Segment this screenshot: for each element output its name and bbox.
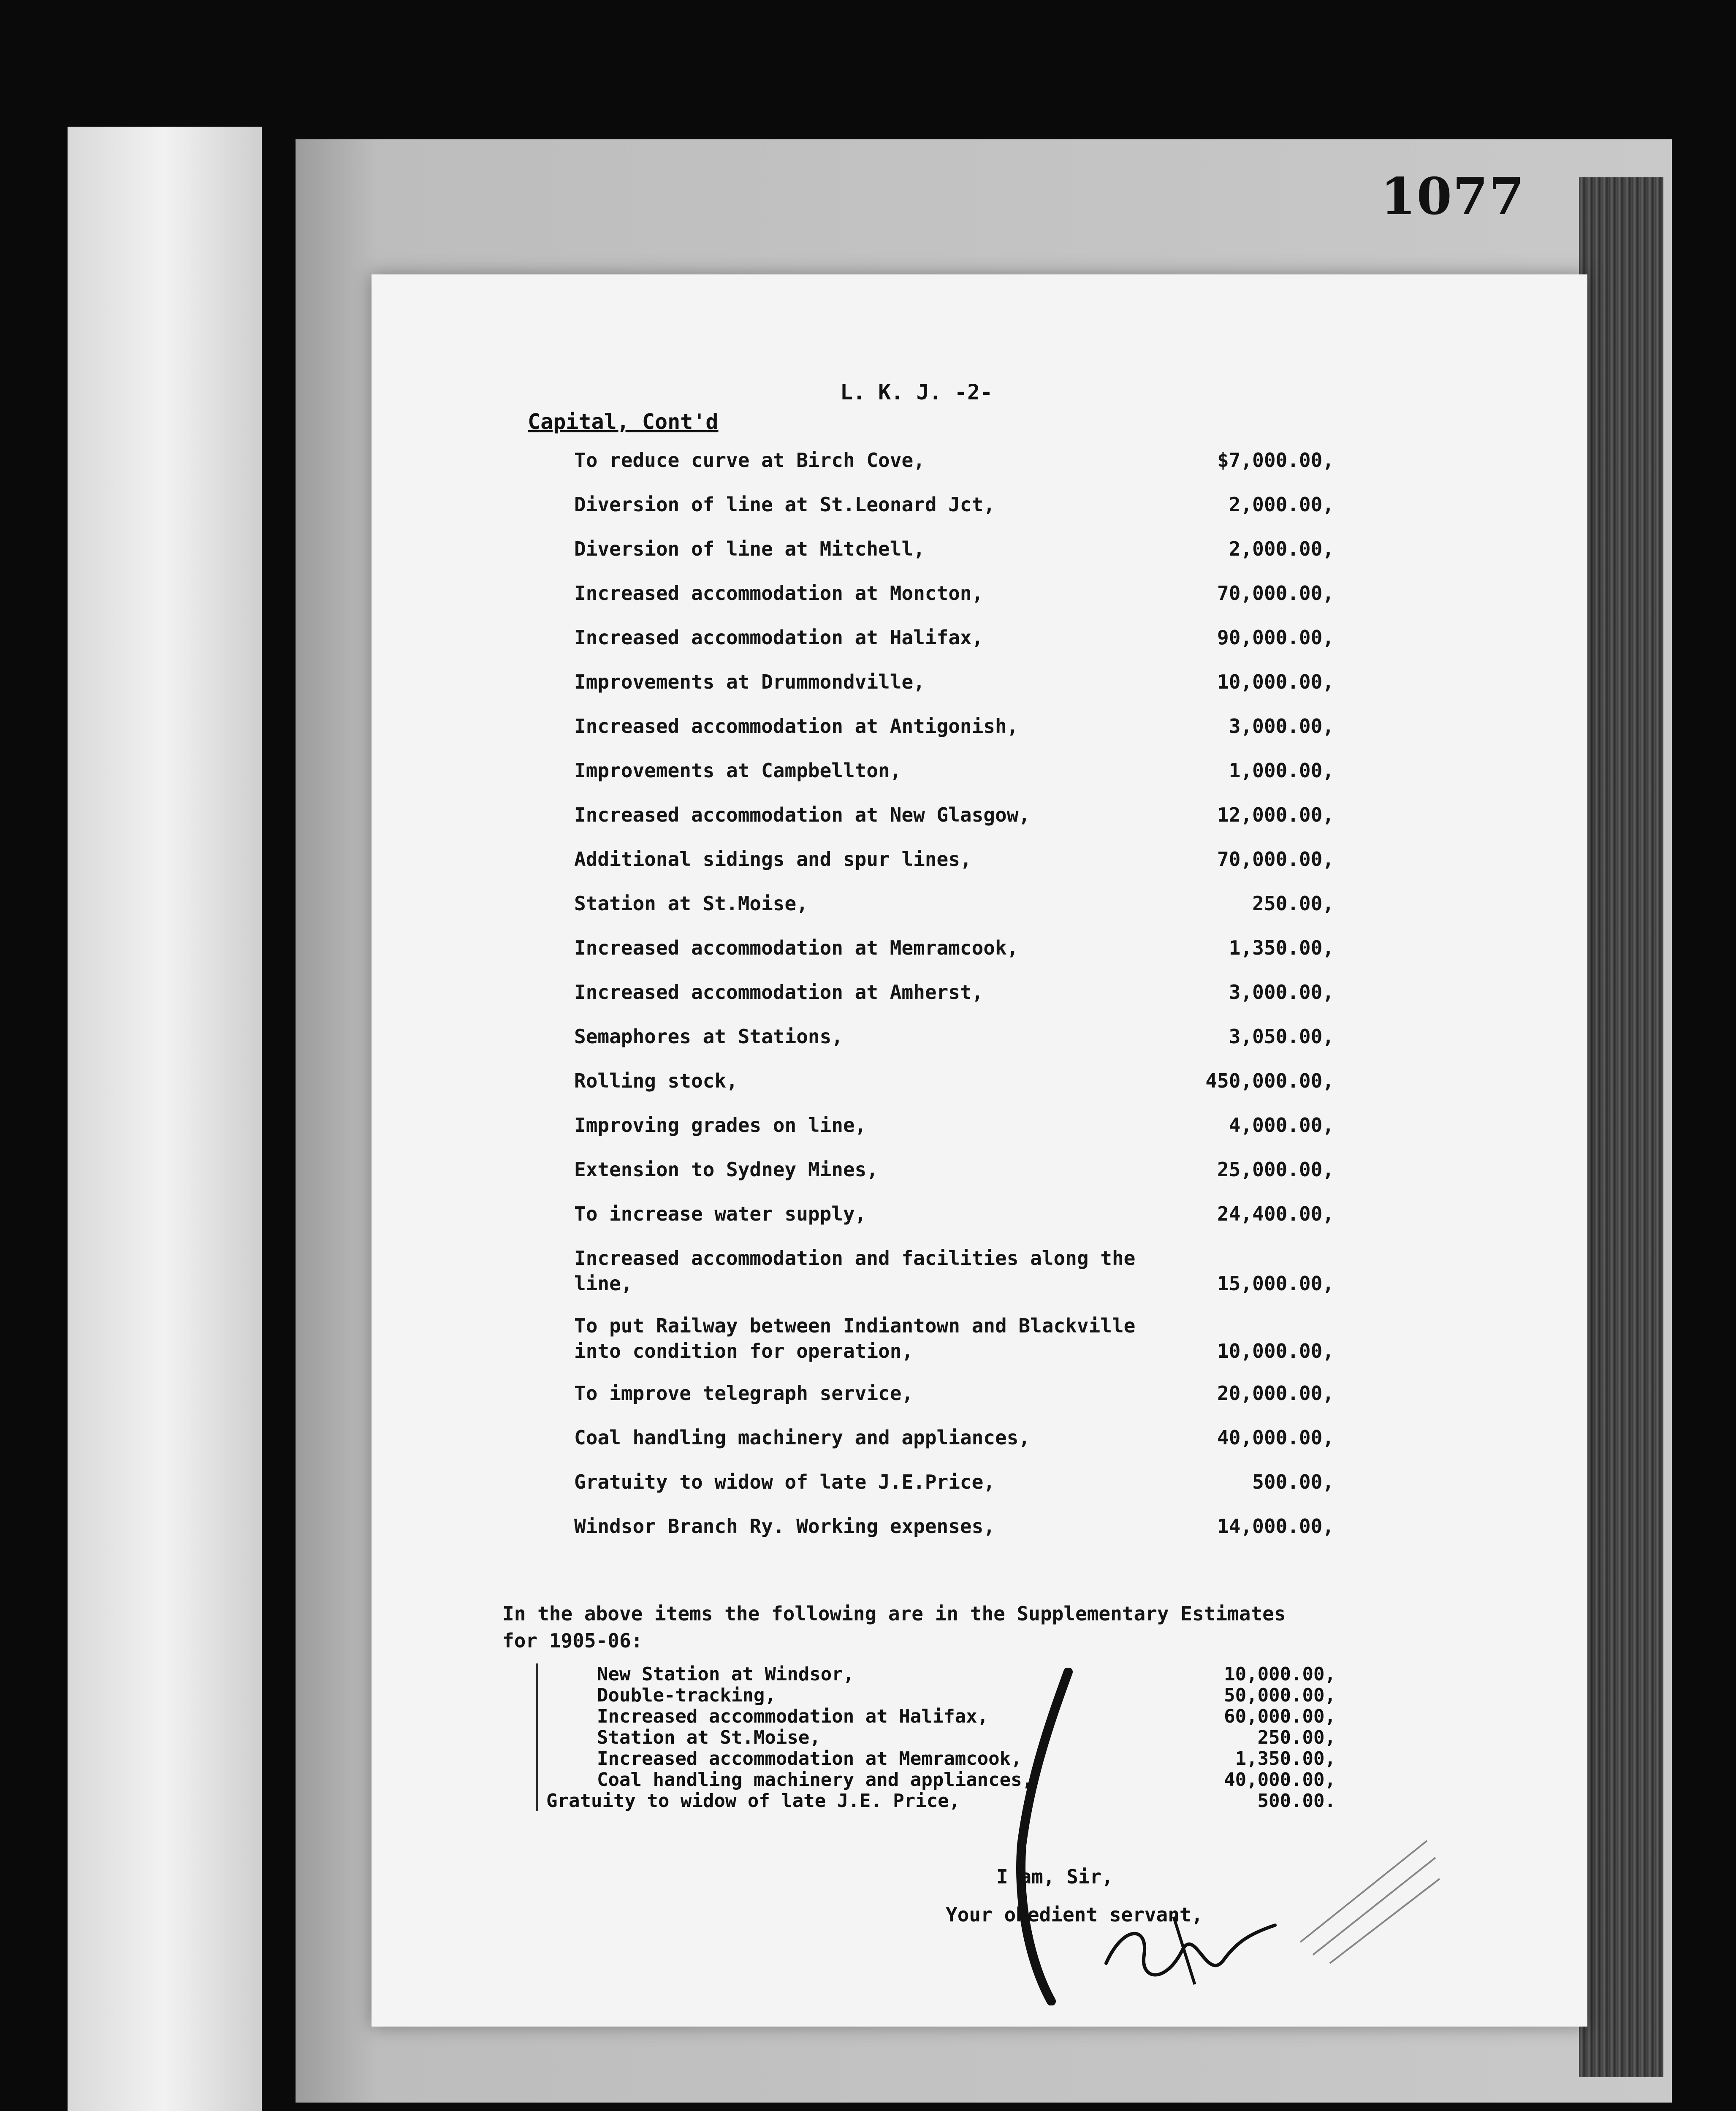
item-description: To improve telegraph service, [574,1382,914,1405]
list-item [566,1112,1334,1157]
item-amount: 10,000.00, [1217,670,1334,693]
item-description: Increased accommodation at Antigonish, [574,715,1019,738]
item-amount: 70,000.00, [1217,582,1334,605]
list-item [546,1706,1336,1727]
item-description: Double-tracking, [597,1685,776,1706]
item-amount: 15,000.00, [1217,1272,1334,1295]
list-item [546,1790,1336,1811]
item-amount: 40,000.00, [1217,1426,1334,1449]
item-amount: 12,000.00, [1217,803,1334,826]
item-description: Diversion of line at St.Leonard Jct, [574,493,995,516]
item-amount: 50,000.00, [1224,1685,1336,1706]
item-amount: 70,000.00, [1217,848,1334,871]
item-amount: 60,000.00, [1224,1706,1336,1727]
list-item [546,1727,1336,1748]
closing-valediction: Your obedient servant, [946,1903,1203,1926]
item-description: Increased accommodation at Halifax, [574,626,984,649]
list-item [566,1514,1334,1558]
item-description: Station at St.Moise, [597,1727,821,1748]
item-description: To reduce curve at Birch Cove, [574,449,925,472]
item-description: Gratuity to widow of late J.E. Price, [546,1790,960,1812]
item-description: Rolling stock, [574,1069,738,1092]
item-description: Increased accommodation at New Glasgow, [574,803,1031,826]
item-amount: 1,000.00, [1229,759,1334,782]
list-item [566,492,1334,536]
item-description: Increased accommodation at Moncton, [574,582,984,605]
item-description: Improvements at Campbellton, [574,759,902,782]
item-amount: 1,350.00, [1235,1748,1336,1769]
list-item [566,581,1334,625]
item-description: Coal handling machinery and appliances, [574,1426,1031,1449]
supplementary-items-list [536,1663,1336,1811]
list-item [566,891,1334,935]
item-description: Coal handling machinery and appliances, [597,1769,1033,1791]
item-amount: 90,000.00, [1217,626,1334,649]
item-amount: 10,000.00, [1224,1663,1336,1685]
list-item [566,1313,1334,1381]
item-amount: 250.00, [1257,1727,1336,1748]
item-amount: 40,000.00, [1224,1769,1336,1791]
list-item [546,1663,1336,1685]
list-item [566,1245,1334,1313]
item-description: Extension to Sydney Mines, [574,1158,879,1181]
list-item [566,1381,1334,1425]
folio-number: 1077 [1381,167,1525,226]
item-amount: 3,000.00, [1229,715,1334,738]
list-item [566,935,1334,980]
item-description: To put Railway between Indiantown and Blackville into condition for operation, [574,1314,1136,1362]
list-item [566,980,1334,1024]
item-amount: 500.00. [1257,1790,1336,1812]
item-amount: 20,000.00, [1217,1382,1334,1405]
list-item [566,1425,1334,1469]
pen-stroke-mark [1005,1668,1089,2005]
item-amount: 14,000.00, [1217,1515,1334,1538]
list-item [546,1748,1336,1769]
item-amount: 4,000.00, [1229,1114,1334,1137]
item-amount: 25,000.00, [1217,1158,1334,1181]
item-amount: 2,000.00, [1229,537,1334,560]
item-description: Station at St.Moise, [574,892,808,915]
handwritten-signature [1098,1900,1309,1993]
item-description: Gratuity to widow of late J.E.Price, [574,1471,995,1493]
list-item [566,758,1334,802]
item-amount: $7,000.00, [1217,449,1334,472]
item-amount: 2,000.00, [1229,493,1334,516]
list-item [566,1201,1334,1245]
list-item [566,1469,1334,1514]
item-description: Semaphores at Stations, [574,1025,843,1048]
item-amount: 24,400.00, [1217,1202,1334,1225]
item-amount: 3,000.00, [1229,981,1334,1004]
list-item [566,847,1334,891]
item-description: Increased accommodation at Memramcook, [574,936,1019,959]
list-item [546,1685,1336,1706]
page-edge-stack [1579,177,1663,2077]
list-item [566,1068,1334,1112]
list-item [566,536,1334,581]
list-item [566,625,1334,669]
item-amount: 10,000.00, [1217,1340,1334,1362]
closing-salutation: I am, Sir, [996,1865,1113,1888]
list-item [566,1024,1334,1068]
item-description: New Station at Windsor, [597,1663,854,1685]
item-description: Improving grades on line, [574,1114,867,1137]
document-header: L. K. J. -2- [840,380,993,404]
item-description: Increased accommodation at Amherst, [574,981,984,1004]
item-amount: 1,350.00, [1229,936,1334,959]
item-description: Diversion of line at Mitchell, [574,537,925,560]
item-description: Increased accommodation at Memramcook, [597,1748,1022,1769]
supplementary-note: In the above items the following are in the Supplementary Estimates for 1905-06: [502,1602,1286,1652]
pencil-annotation [1288,1815,1448,1976]
item-description: Improvements at Drummondville, [574,670,925,693]
list-item [566,669,1334,714]
item-amount: 3,050.00, [1229,1025,1334,1048]
list-item [566,1157,1334,1201]
capital-items-list [566,448,1334,1558]
list-item [566,802,1334,847]
item-amount: 500.00, [1252,1471,1334,1493]
list-item [566,448,1334,492]
item-description: Additional sidings and spur lines, [574,848,972,871]
item-description: Increased accommodation at Halifax, [597,1706,989,1727]
item-amount: 250.00, [1252,892,1334,915]
list-item [566,714,1334,758]
item-description: To increase water supply, [574,1202,867,1225]
item-description: Increased accommodation and facilities along the line, [574,1247,1136,1295]
item-amount: 450,000.00, [1205,1069,1334,1092]
section-title: Capital, Cont'd [528,410,719,434]
book-spine-left [68,127,262,2111]
item-description: Windsor Branch Ry. Working expenses, [574,1515,995,1538]
list-item [546,1769,1336,1790]
